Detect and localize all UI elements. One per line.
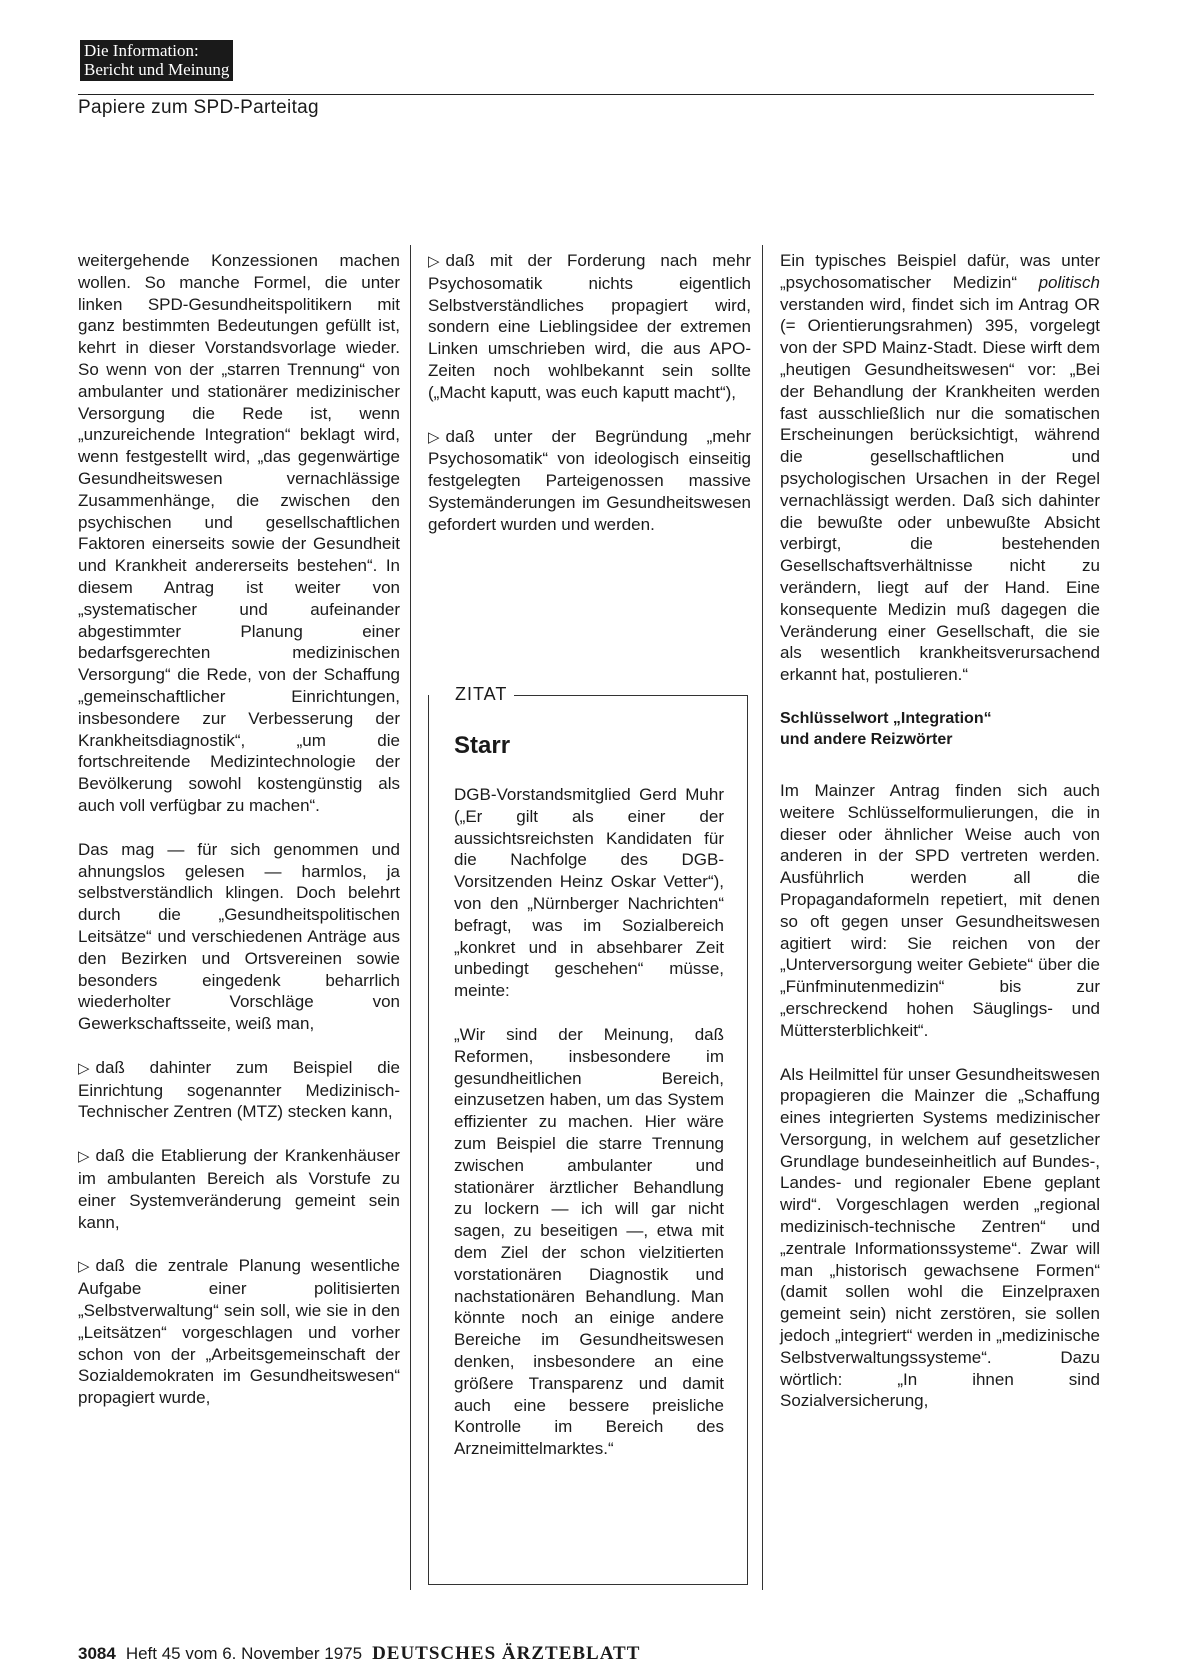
publication-name: DEUTSCHES ÄRZTEBLATT bbox=[372, 1643, 641, 1664]
col3-paragraph-2: Im Mainzer Antrag finden sich auch weitere Schlüsselformulierungen, die in dieser oder ähnlicher Weise auch von anderen in der SPD vertreten werden. Ausführlich werden all die Propagandaformeln repetiert, mit denen so oft gegen unser Gesundheitswesen agitiert wird: Sie reichen von der „Unterversorgung weiter Gebiete“ über die „Fünfminutenmedizin“ bis zur „erschreckend hohen Säuglings- und Müttersterblichkeit“. bbox=[780, 780, 1100, 1040]
triangle-bullet-icon: ▷ bbox=[428, 428, 440, 446]
header-rule bbox=[78, 94, 1094, 95]
col1-bullet-2: ▷ daß die Etablierung der Krankenhäuser im ambulanten Bereich als Vorstufe zu einer Systemveränderung gemeint sein kann, bbox=[78, 1146, 400, 1232]
column-divider-2 bbox=[762, 245, 763, 1590]
col1-bullet-3: ▷ daß die zentrale Planung wesentliche Aufgabe einer politisierten „Selbstverwaltung“ sein soll, wie sie in den „Leitsätzen“ vorgeschlagen und vorher schon von der „Arbeitsgemeinschaft der Sozialdemokraten im Gesundheitswesen“ propagiert wurde, bbox=[78, 1256, 400, 1408]
col1-paragraph-2: Das mag — für sich genommen und ahnungslos gelesen — harmlos, ja selbstverständlich klingen. Doch belehrt durch die „Gesundheitspolitischen Leitsätze“ und verschiedenen Anträge aus den Bezirken und Ortsvereinen sowie besonders eingedenk beharrlich wiederholter Vorschläge von Gewerkschaftsseite, weiß man, bbox=[78, 839, 400, 1034]
quote-paragraph-1: DGB-Vorstandsmitglied Gerd Muhr („Er gilt als einer der aussichtsreichsten Kandidaten für die Nachfolge des DGB-Vorsitzenden Heinz Oskar Vetter“), von den „Nürnberger Nachrichten“ befragt, was im Sozialbereich „konkret und in absehbarer Zeit unbedingt geschehen“ müsse, meinte: bbox=[454, 785, 724, 1001]
page-footer bbox=[78, 1643, 640, 1665]
triangle-bullet-icon: ▷ bbox=[78, 1148, 90, 1166]
rubric-box bbox=[80, 40, 233, 81]
triangle-bullet-icon: ▷ bbox=[428, 253, 440, 270]
section-title: Papiere zum SPD-Parteitag bbox=[78, 97, 319, 118]
column-3 bbox=[780, 250, 1100, 1434]
col3-paragraph-3: Als Heilmittel für unser Gesundheitswesen propagieren die Mainzer die „Schaffung eines integrierten Systems medizinischer Versorgung, in welchem auf gesetzlicher Grundlage bundeseinheitlich auf Bundes-, Landes- und regionaler Ebene geplant wird“. Vorgeschlagen werden „regional medizinisch-technische Zentren“ und „zentrale Informationssysteme“. Zwar will man „historisch gewachsene Formen“ (damit sollen wohl die Einzelpraxen gemeint sein) nicht zerstören, sie sollen jedoch „integriert“ werden in „medizinische Selbstverwaltungssysteme“. Dazu wörtlich: „In ihnen sind Sozialversicherung, bbox=[780, 1064, 1100, 1411]
quote-label: ZITAT bbox=[452, 684, 510, 705]
column-2 bbox=[428, 250, 751, 558]
column-divider-1 bbox=[410, 245, 411, 1590]
column-1 bbox=[78, 250, 400, 1431]
quote-box-top-rule bbox=[514, 695, 747, 696]
triangle-bullet-icon: ▷ bbox=[78, 1258, 90, 1276]
col2-bullet-2: ▷ daß unter der Begründung „mehr Psychosomatik“ von ideologisch einseitig festgelegten Parteigenossen massive Systemänderungen im Gesundheitswesen gefordert wurden und werden. bbox=[428, 426, 751, 534]
page-number: 3084 bbox=[78, 1644, 116, 1663]
issue-info: Heft 45 vom 6. November 1975 bbox=[125, 1644, 363, 1663]
quote-paragraph-2: „Wir sind der Meinung, daß Reformen, insbesondere im gesundheitlichen Bereich, einzusetzen haben, um das System effizienter zu machen. Hier wäre zum Beispiel die starre Trennung zwischen ambulanter und stationärer ärztlicher Behandlung zu lockern — ich will gar nicht sagen, zu beseitigen —, etwa mit dem Ziel der schon vielzitierten vorstationären Diagnostik und nachstationären Behandlung. Man könnte noch an einige andere Bereiche im Gesundheitswesen denken, insbesondere an eine größere Transparenz und damit auch eine bessere preisliche Kontrolle im Bereich des Arzneimittelmarktes.“ bbox=[454, 1024, 724, 1459]
col3-paragraph-1: Ein typisches Beispiel dafür, was unter „psychosomatischer Medizin“ politisch verstanden wird, findet sich im Antrag OR (= Orientierungsrahmen) 395, vorgelegt von der SPD Mainz-Stadt. Diese wirft dem „heutigen Gesundheitswesen“ vor: „Bei der Behandlung der Krankheiten werden fast ausschließlich nur die somatischen Erscheinungen berücksichtigt, während die gesellschaftlichen und psychologischen Ursachen in der Regel vernachlässigt werden. Daß sich dahinter die bewußte oder unbewußte Absicht verbirgt, die bestehenden Gesellschaftsverhältnisse nicht zu verändern, liegt auf der Hand. Eine konsequente Medizin muß dagegen die Veränderung einer Gesellschaft, die sie als wesentlich krankheitsverursachend erkannt hat, postulieren.“ bbox=[780, 251, 1100, 685]
triangle-bullet-icon: ▷ bbox=[78, 1059, 90, 1077]
quote-title: Starr bbox=[454, 732, 511, 759]
col1-paragraph-1: weitergehende Konzessionen machen wollen. So manche Formel, die unter linken SPD-Gesundheitspolitikern mit ganz bestimmten Bedeutungen gefüllt ist, kehrt in dieser Vorstandsvorlage wieder. So wenn von der „starren Trennung“ von ambulanter und stationärer medizinischer Versorgung die Rede ist, wenn „unzureichende Integration“ beklagt wird, wenn festgestellt wird, „das gegenwärtige Gesundheitswesen vernachlässige Zusammenhänge, die zwischen den psychischen und gesellschaftlichen Faktoren einerseits sowie der Gesundheit und Krankheit andererseits bestehen“. In diesem Antrag ist weiter von „systematischer und aufeinander abgestimmter Planung einer bedarfsgerechten medizinischen Versorgung“ die Rede, von der Schaffung „gemeinschaftlicher Einrichtungen, insbesondere zur Verbesserung der Krankheitsdiagnostik“, „um die fortschreitende Medizintechnologie der Bevölkerung sowohl kostengünstig als auch voll verfügbar zu machen“. bbox=[78, 251, 400, 815]
quote-body bbox=[454, 784, 724, 1482]
col3-subheading: Schlüsselwort „Integration“ und andere Reizwörter bbox=[780, 709, 992, 748]
col2-bullet-1: ▷ daß mit der Forderung nach mehr Psychosomatik nichts eigentlich Selbstverständliches propagiert wird, sondern eine Lieblingsidee der extremen Linken umschrieben wird, die aus APO-Zeiten noch wohlbekannt sein sollte („Macht kaputt, was euch kaputt macht“), bbox=[428, 251, 751, 402]
rubric-line-2: Bericht und Meinung bbox=[84, 60, 230, 79]
rubric-line-1: Die Information: bbox=[84, 41, 199, 60]
col1-bullet-1: ▷ daß dahinter zum Beispiel die Einrichtung sogenannter Medizinisch-Technischer Zentren (MTZ) stecken kann, bbox=[78, 1057, 400, 1122]
